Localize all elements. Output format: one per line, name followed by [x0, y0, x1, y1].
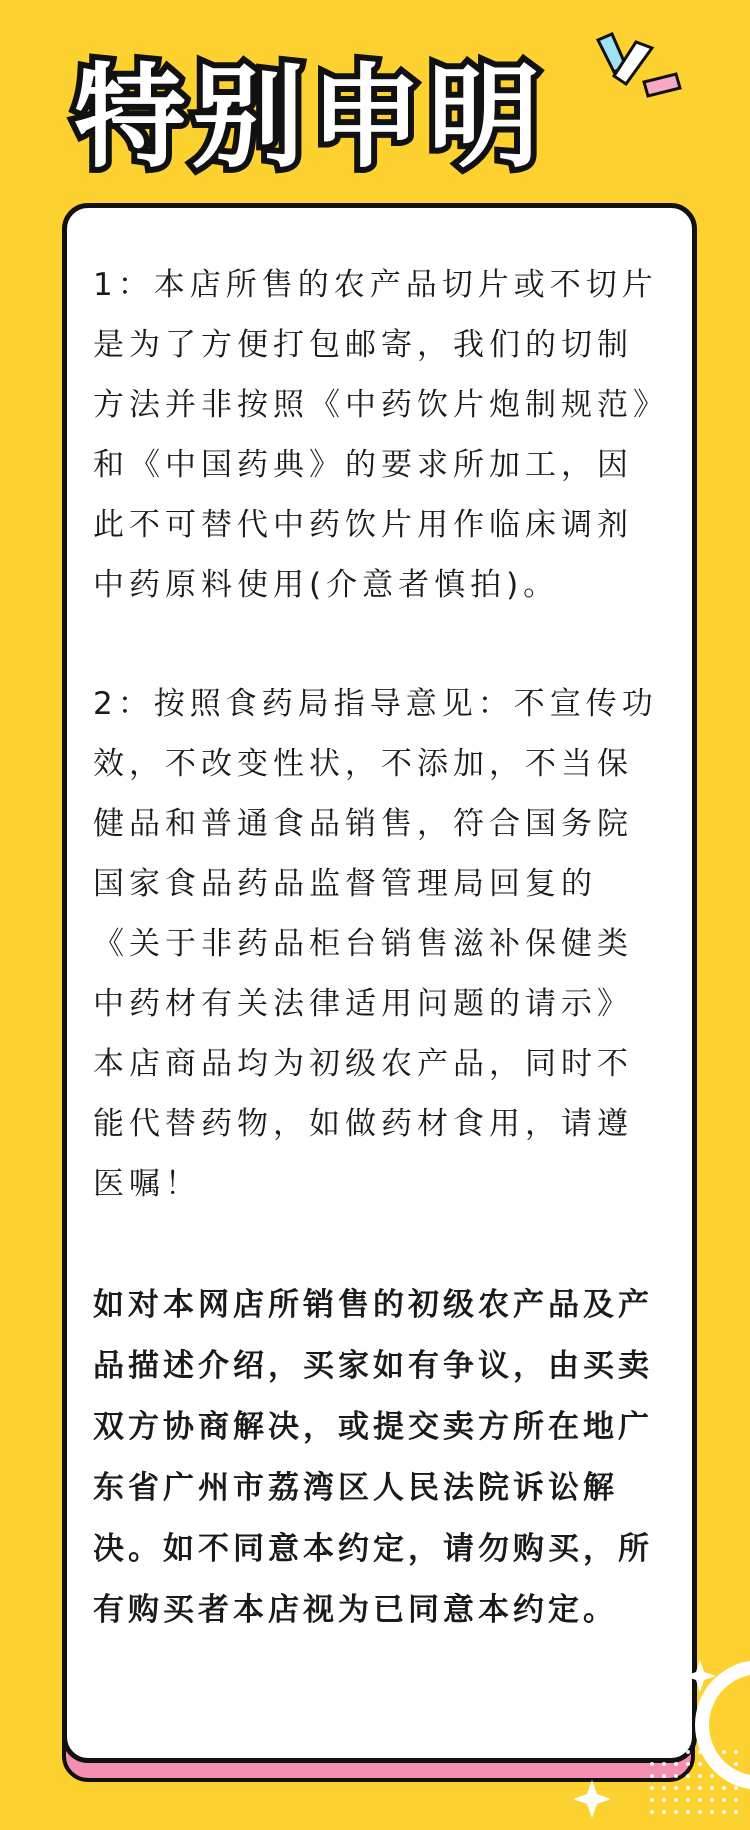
- burst-stroke-pink: [644, 74, 680, 96]
- sparkle-icon: [573, 1780, 611, 1818]
- statement-paragraph-3: 如对本网店所销售的初级农产品及产品描述介绍，买家如有争议，由买卖双方协商解决，或提交卖方所在地广东省广州市荔湾区人民法院诉讼解决。如不同意本约定，请勿购买，所有购买者本店视为已同意本约定。: [93, 1287, 653, 1628]
- burst-decoration: [0, 0, 750, 140]
- statement-paragraph-2: 2：按照食药局指导意见：不宣传功效，不改变性状，不添加，不当保健品和普通食品销售，符合国务院国家食品药品监督管理局回复的《关于非药品柜台销售滋补保健类中药材有关法律适用问题的请示》本店商品均为初级农产品，同时不能代替药物，如做药材食用，请遵医嘱！: [93, 686, 658, 1202]
- ring-shape: [702, 1667, 750, 1783]
- page-title: 特别申明: [74, 53, 546, 183]
- statement-paragraph-1: 1：本店所售的农产品切片或不切片是为了方便打包邮寄，我们的切制方法并非按照《中药饮片炮制规范》和《中国药典》的要求所加工，因此不可替代中药饮片用作临床调剂中药原料使用(介意者慎拍)。: [93, 267, 658, 603]
